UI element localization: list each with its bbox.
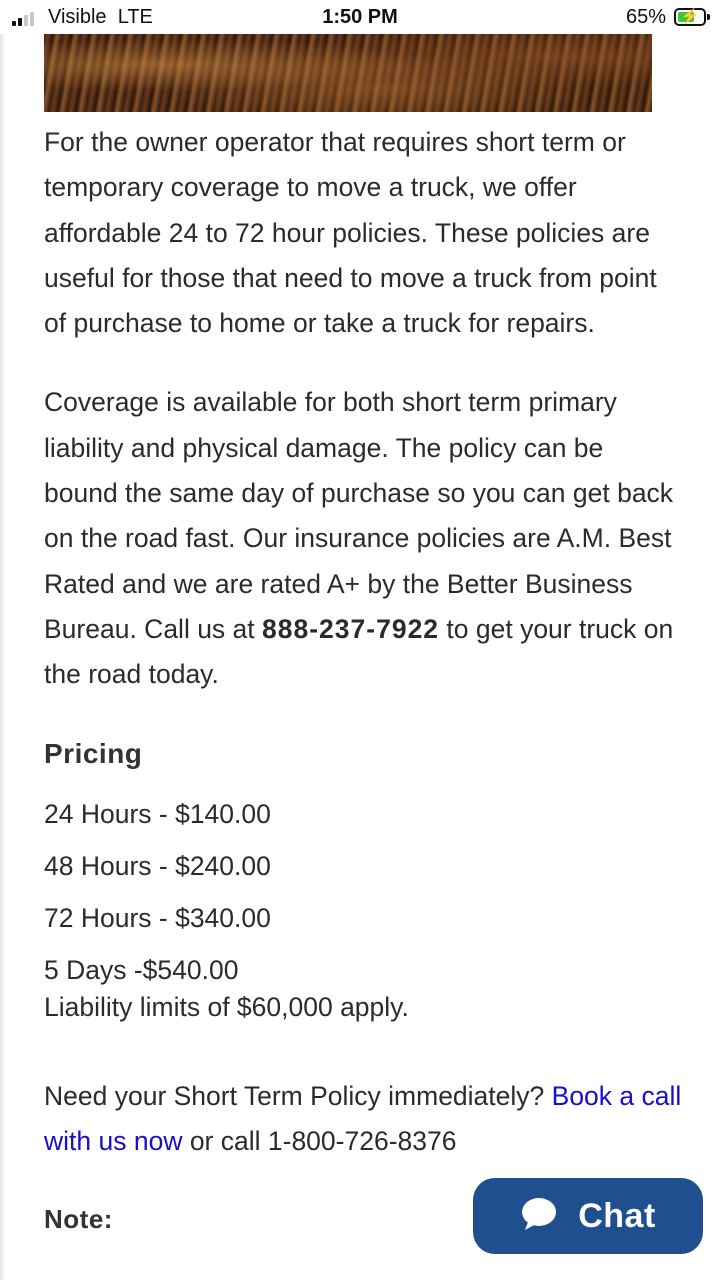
hero-truck-image: [44, 34, 652, 112]
cta-phone-number[interactable]: 1-800-726-8376: [267, 1126, 457, 1157]
price-item: 24 Hours - $140.00: [44, 799, 271, 829]
phone-number[interactable]: 888-237-7922: [262, 613, 440, 644]
charging-bolt-icon: ⚡: [680, 8, 700, 25]
battery-icon: [674, 8, 706, 26]
price-item: 48 Hours - $240.00: [44, 851, 271, 881]
status-bar: [0, 0, 720, 34]
status-time: 1:50 PM: [322, 6, 398, 28]
liability-limits: Liability limits of $60,000 apply.: [44, 992, 409, 1022]
pricing-section: [44, 738, 684, 1023]
page-edge-shadow: [0, 34, 6, 1280]
intro-paragraph: For the owner operator that requires short term or temporary coverage to move a truck, we offer affordable 24 to 72 hour policies. These policies are useful for those that need to move a truck from point of purchase to home or take a truck for repairs.: [44, 127, 657, 339]
battery-percent: 65%: [625, 6, 666, 28]
price-item: 5 Days -$540.00: [44, 955, 239, 985]
cta-text: Need your Short Term Policy immediately?: [44, 1081, 552, 1111]
book-call-link[interactable]: Book a call with us now: [44, 1081, 682, 1157]
price-list: [44, 788, 684, 996]
coverage-text-end: to get your truck on the road today.: [44, 613, 674, 690]
coverage-text: Coverage is available for both short term primary liability and physical damage. The policy can be bound the same day of purchase so you can get back on the road fast. Our insurance policies are A.M. Best Rated and we are rated A+ by the Better Business Bureau. Call us at: [44, 387, 674, 644]
article-content: [44, 120, 684, 698]
note-heading: Note:: [44, 1204, 113, 1234]
cta-or-call: or call: [182, 1126, 268, 1157]
coverage-paragraph: [44, 380, 684, 697]
chat-button[interactable]: [473, 1178, 703, 1254]
price-item: 72 Hours - $340.00: [44, 903, 271, 933]
chat-label: Chat: [578, 1196, 656, 1235]
chat-bubble-icon: [520, 1196, 558, 1237]
cta-paragraph: [44, 1074, 684, 1165]
carrier-label: Visible LTE: [48, 6, 153, 28]
pricing-heading: Pricing: [44, 738, 143, 769]
